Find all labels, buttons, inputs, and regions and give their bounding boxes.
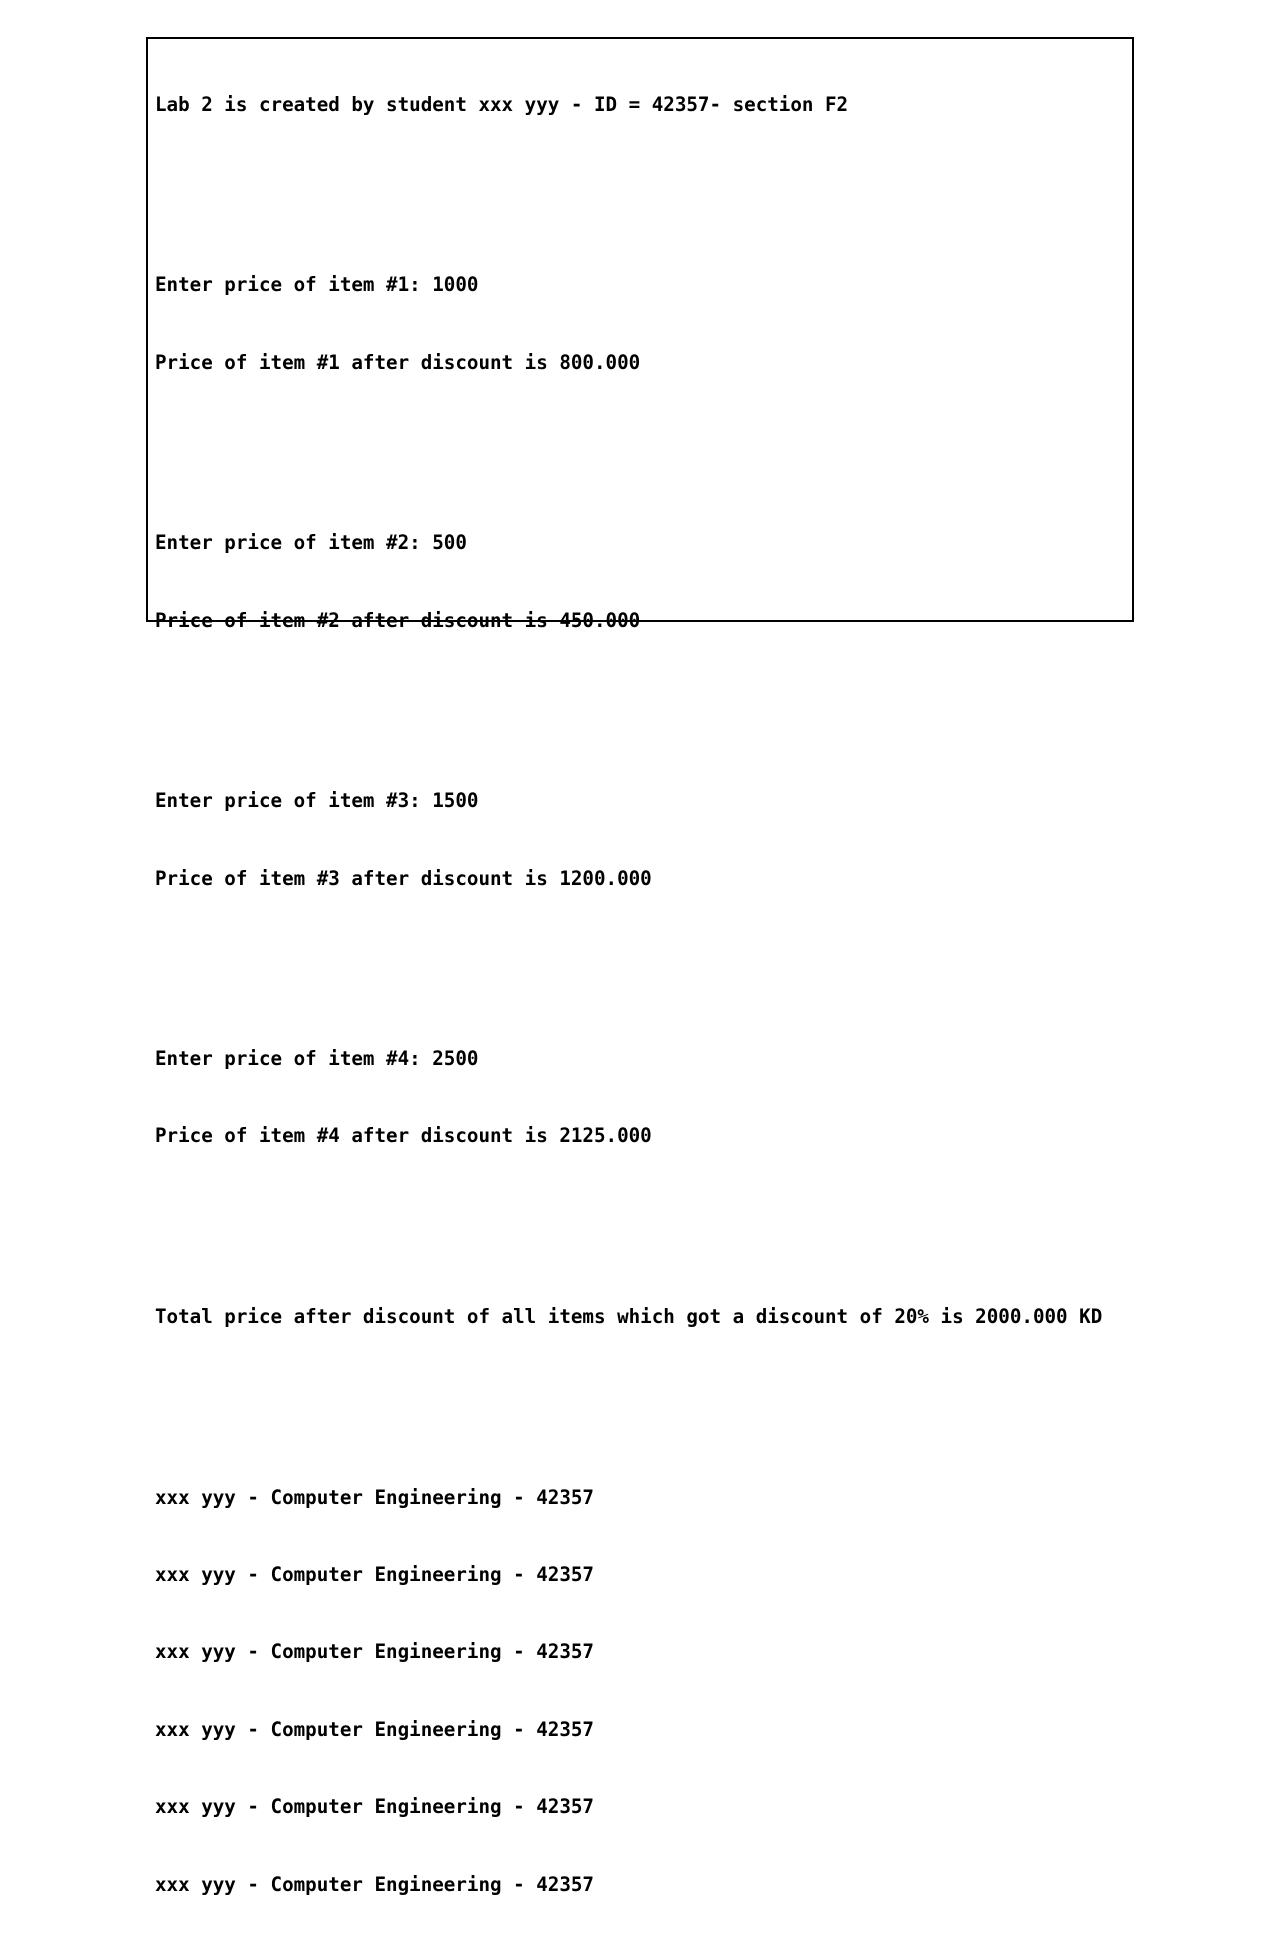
blank-line [155,1201,1128,1227]
item-1-prompt-line: Enter price of item #1: 1000 [155,273,479,297]
item-4-result-line: Price of item #4 after discount is 2125.000 [155,1124,652,1148]
blank-line [155,169,1128,195]
total-price-line: Total price after discount of all items which got a discount of 20% is 2000.000 KD [155,1305,1103,1329]
blank-line [155,427,1128,453]
item-3-result-line: Price of item #3 after discount is 1200.000 [155,866,652,890]
blank-line [155,943,1128,969]
item-2-prompt-line: Enter price of item #2: 500 [155,531,467,555]
blank-line [155,1381,1128,1407]
footer-line: xxx yyy - Computer Engineering - 42357 [155,1563,594,1587]
footer-line: xxx yyy - Computer Engineering - 42357 [155,1795,594,1819]
console-output-text [155,40,1128,1949]
item-2-result-line: Price of item #2 after discount is 450.000 [155,608,641,632]
blank-line [155,685,1128,711]
footer-line: xxx yyy - Computer Engineering - 42357 [155,1485,594,1509]
footer-line: xxx yyy - Computer Engineering - 42357 [155,1872,594,1896]
console-header-line: Lab 2 is created by student xxx yyy - ID = 42357- section F2 [155,92,849,116]
console-output-window [146,37,1134,1896]
item-3-prompt-line: Enter price of item #3: 1500 [155,789,479,813]
footer-line: xxx yyy - Computer Engineering - 42357 [155,1717,594,1741]
item-4-prompt-line: Enter price of item #4: 2500 [155,1047,479,1071]
item-1-result-line: Price of item #1 after discount is 800.000 [155,350,641,374]
footer-line: xxx yyy - Computer Engineering - 42357 [155,1640,594,1664]
